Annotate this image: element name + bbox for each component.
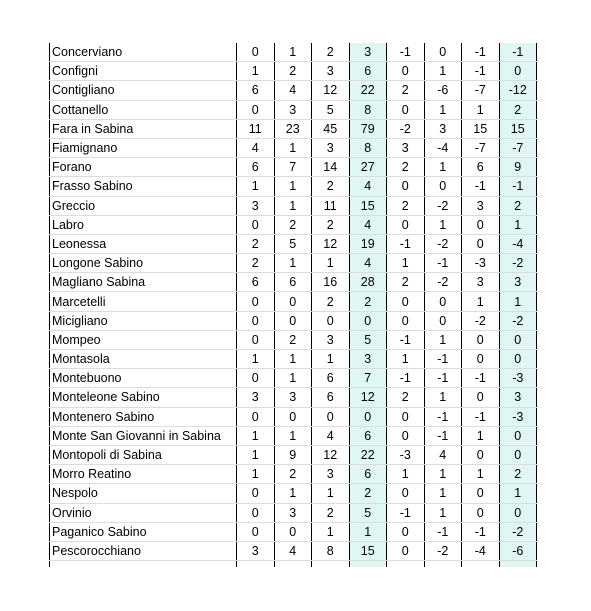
- value-cell[interactable]: 11: [237, 119, 275, 138]
- value-cell[interactable]: 16: [312, 273, 350, 292]
- value-cell[interactable]: -1: [387, 234, 425, 253]
- value-cell[interactable]: 0: [499, 330, 537, 349]
- table-row: [50, 273, 537, 292]
- table-row: [50, 43, 537, 62]
- value-cell[interactable]: 15: [349, 541, 387, 560]
- value-cell[interactable]: 1: [274, 43, 312, 62]
- value-cell[interactable]: 6: [237, 273, 275, 292]
- value-cell[interactable]: -1: [387, 369, 425, 388]
- value-cell[interactable]: 2: [387, 388, 425, 407]
- value-cell[interactable]: -7: [462, 81, 500, 100]
- value-cell[interactable]: 2: [387, 196, 425, 215]
- value-cell[interactable]: 1: [274, 138, 312, 157]
- value-cell[interactable]: -2: [499, 522, 537, 541]
- value-cell[interactable]: 0: [499, 445, 537, 464]
- value-cell[interactable]: 19: [349, 234, 387, 253]
- municipality-cell[interactable]: Labro: [50, 215, 237, 234]
- value-cell[interactable]: -2: [424, 234, 462, 253]
- value-cell[interactable]: 3: [237, 388, 275, 407]
- table-row: [50, 81, 537, 100]
- value-cell[interactable]: 0: [274, 292, 312, 311]
- value-cell[interactable]: 2: [274, 215, 312, 234]
- value-cell[interactable]: 2: [312, 43, 350, 62]
- value-cell[interactable]: -1: [499, 177, 537, 196]
- value-cell[interactable]: 1: [499, 484, 537, 503]
- value-cell[interactable]: 0: [274, 522, 312, 541]
- value-cell[interactable]: 5: [349, 503, 387, 522]
- value-cell[interactable]: 1: [387, 254, 425, 273]
- empty-cell: [274, 561, 312, 568]
- municipality-cell[interactable]: Configni: [50, 62, 237, 81]
- value-cell[interactable]: 0: [387, 484, 425, 503]
- value-cell[interactable]: 1: [424, 215, 462, 234]
- value-cell[interactable]: 0: [349, 311, 387, 330]
- value-cell[interactable]: 0: [499, 426, 537, 445]
- value-cell[interactable]: 6: [312, 369, 350, 388]
- value-cell[interactable]: 2: [387, 158, 425, 177]
- value-cell[interactable]: 7: [274, 158, 312, 177]
- table-row: [50, 100, 537, 119]
- value-cell[interactable]: 6: [237, 158, 275, 177]
- municipality-cell[interactable]: Greccio: [50, 196, 237, 215]
- table-row: [50, 330, 537, 349]
- value-cell[interactable]: 4: [424, 445, 462, 464]
- value-cell[interactable]: 0: [237, 215, 275, 234]
- value-cell[interactable]: 0: [387, 177, 425, 196]
- municipality-cell[interactable]: Montasola: [50, 350, 237, 369]
- value-cell[interactable]: 1: [462, 292, 500, 311]
- value-cell[interactable]: 9: [499, 158, 537, 177]
- value-cell[interactable]: 0: [274, 311, 312, 330]
- value-cell[interactable]: -4: [424, 138, 462, 157]
- value-cell[interactable]: 0: [237, 43, 275, 62]
- table-row: [50, 503, 537, 522]
- value-cell[interactable]: 1: [237, 465, 275, 484]
- municipality-cell[interactable]: Monteleone Sabino: [50, 388, 237, 407]
- value-cell[interactable]: -2: [424, 196, 462, 215]
- table-row: [50, 407, 537, 426]
- value-cell[interactable]: -2: [387, 119, 425, 138]
- value-cell[interactable]: 12: [312, 234, 350, 253]
- value-cell[interactable]: -3: [462, 254, 500, 273]
- value-cell[interactable]: 0: [237, 484, 275, 503]
- value-cell[interactable]: 2: [499, 196, 537, 215]
- value-cell[interactable]: 1: [237, 350, 275, 369]
- value-cell[interactable]: 3: [312, 465, 350, 484]
- value-cell[interactable]: -3: [499, 369, 537, 388]
- value-cell[interactable]: 28: [349, 273, 387, 292]
- value-cell[interactable]: 3: [237, 541, 275, 560]
- value-cell[interactable]: 12: [312, 81, 350, 100]
- value-cell[interactable]: 6: [349, 62, 387, 81]
- value-cell[interactable]: 0: [462, 234, 500, 253]
- value-cell[interactable]: 1: [312, 350, 350, 369]
- value-cell[interactable]: 0: [424, 177, 462, 196]
- municipality-cell[interactable]: Micigliano: [50, 311, 237, 330]
- value-cell[interactable]: 3: [387, 138, 425, 157]
- value-cell[interactable]: 0: [499, 62, 537, 81]
- table-row: [50, 215, 537, 234]
- table-row: [50, 158, 537, 177]
- value-cell[interactable]: 15: [462, 119, 500, 138]
- value-cell[interactable]: 11: [312, 196, 350, 215]
- value-cell[interactable]: 3: [499, 273, 537, 292]
- table-row: [50, 369, 537, 388]
- value-cell[interactable]: 3: [274, 503, 312, 522]
- table-row: [50, 484, 537, 503]
- value-cell[interactable]: 0: [462, 445, 500, 464]
- empty-cell: [312, 561, 350, 568]
- value-cell[interactable]: 7: [349, 369, 387, 388]
- value-cell[interactable]: 1: [424, 100, 462, 119]
- value-cell[interactable]: -1: [462, 369, 500, 388]
- value-cell[interactable]: 1: [237, 445, 275, 464]
- value-cell[interactable]: 0: [462, 215, 500, 234]
- value-cell[interactable]: 27: [349, 158, 387, 177]
- value-cell[interactable]: 1: [462, 100, 500, 119]
- empty-cell: [424, 561, 462, 568]
- municipality-cell[interactable]: Morro Reatino: [50, 465, 237, 484]
- data-table: [49, 43, 537, 567]
- value-cell[interactable]: 6: [349, 426, 387, 445]
- value-cell[interactable]: 5: [349, 330, 387, 349]
- municipality-cell[interactable]: Nespolo: [50, 484, 237, 503]
- value-cell[interactable]: 3: [462, 273, 500, 292]
- value-cell[interactable]: 3: [462, 196, 500, 215]
- value-cell[interactable]: 0: [387, 311, 425, 330]
- value-cell[interactable]: 1: [274, 254, 312, 273]
- value-cell[interactable]: 1: [312, 484, 350, 503]
- value-cell[interactable]: 79: [349, 119, 387, 138]
- value-cell[interactable]: 3: [424, 119, 462, 138]
- value-cell[interactable]: 1: [349, 522, 387, 541]
- value-cell[interactable]: 23: [274, 119, 312, 138]
- empty-cell: [237, 561, 275, 568]
- value-cell[interactable]: 1: [387, 465, 425, 484]
- value-cell[interactable]: 4: [274, 81, 312, 100]
- value-cell[interactable]: 1: [237, 177, 275, 196]
- value-cell[interactable]: 3: [312, 138, 350, 157]
- value-cell[interactable]: 0: [424, 311, 462, 330]
- table-row: [50, 254, 537, 273]
- value-cell[interactable]: 9: [274, 445, 312, 464]
- value-cell[interactable]: 3: [499, 388, 537, 407]
- municipality-cell[interactable]: Orvinio: [50, 503, 237, 522]
- value-cell[interactable]: -1: [462, 522, 500, 541]
- value-cell[interactable]: -1: [424, 522, 462, 541]
- value-cell[interactable]: -1: [424, 426, 462, 445]
- value-cell[interactable]: -7: [462, 138, 500, 157]
- empty-cell: [349, 561, 387, 568]
- value-cell[interactable]: -2: [424, 541, 462, 560]
- value-cell[interactable]: 0: [387, 62, 425, 81]
- value-cell[interactable]: -1: [387, 43, 425, 62]
- table-row: [50, 350, 537, 369]
- value-cell[interactable]: 4: [274, 541, 312, 560]
- value-cell[interactable]: 2: [312, 177, 350, 196]
- value-cell[interactable]: 1: [237, 62, 275, 81]
- value-cell[interactable]: 1: [274, 350, 312, 369]
- municipality-cell[interactable]: Frasso Sabino: [50, 177, 237, 196]
- value-cell[interactable]: -7: [499, 138, 537, 157]
- table-row: [50, 177, 537, 196]
- municipality-cell[interactable]: Paganico Sabino: [50, 522, 237, 541]
- value-cell[interactable]: 2: [274, 330, 312, 349]
- value-cell[interactable]: 3: [312, 62, 350, 81]
- value-cell[interactable]: 0: [462, 388, 500, 407]
- municipality-cell[interactable]: Montenero Sabino: [50, 407, 237, 426]
- value-cell[interactable]: 3: [274, 100, 312, 119]
- value-cell[interactable]: 2: [312, 215, 350, 234]
- value-cell[interactable]: 1: [274, 369, 312, 388]
- value-cell[interactable]: 15: [499, 119, 537, 138]
- value-cell[interactable]: -6: [499, 541, 537, 560]
- table-row: [50, 234, 537, 253]
- table-row: [50, 138, 537, 157]
- value-cell[interactable]: 4: [349, 215, 387, 234]
- value-cell[interactable]: 2: [312, 292, 350, 311]
- value-cell[interactable]: 0: [274, 407, 312, 426]
- value-cell[interactable]: 4: [237, 138, 275, 157]
- value-cell[interactable]: 1: [274, 196, 312, 215]
- value-cell[interactable]: -2: [462, 311, 500, 330]
- value-cell[interactable]: -1: [499, 43, 537, 62]
- value-cell[interactable]: 2: [387, 81, 425, 100]
- value-cell[interactable]: -1: [424, 350, 462, 369]
- value-cell[interactable]: 0: [387, 426, 425, 445]
- value-cell[interactable]: -1: [462, 407, 500, 426]
- table-row-cut: [50, 561, 537, 568]
- value-cell[interactable]: 22: [349, 445, 387, 464]
- value-cell[interactable]: -1: [387, 503, 425, 522]
- table-row: [50, 388, 537, 407]
- value-cell[interactable]: 1: [462, 426, 500, 445]
- value-cell[interactable]: 0: [499, 350, 537, 369]
- value-cell[interactable]: 0: [387, 100, 425, 119]
- value-cell[interactable]: 0: [462, 330, 500, 349]
- table-body: [50, 43, 537, 567]
- value-cell[interactable]: 0: [237, 311, 275, 330]
- municipality-cell[interactable]: Cottanello: [50, 100, 237, 119]
- municipality-cell[interactable]: Montebuono: [50, 369, 237, 388]
- municipality-cell[interactable]: Magliano Sabina: [50, 273, 237, 292]
- value-cell[interactable]: 1: [424, 465, 462, 484]
- value-cell[interactable]: 14: [312, 158, 350, 177]
- value-cell[interactable]: 0: [237, 330, 275, 349]
- value-cell[interactable]: 1: [274, 177, 312, 196]
- value-cell[interactable]: 1: [424, 330, 462, 349]
- spreadsheet-table: [49, 43, 537, 567]
- value-cell[interactable]: 3: [349, 350, 387, 369]
- value-cell[interactable]: 1: [312, 254, 350, 273]
- value-cell[interactable]: 2: [349, 292, 387, 311]
- table-row: [50, 119, 537, 138]
- value-cell[interactable]: -1: [387, 330, 425, 349]
- value-cell[interactable]: 1: [387, 350, 425, 369]
- value-cell[interactable]: 12: [349, 388, 387, 407]
- value-cell[interactable]: 0: [237, 292, 275, 311]
- empty-cell: [462, 561, 500, 568]
- value-cell[interactable]: 0: [237, 503, 275, 522]
- value-cell[interactable]: 6: [237, 81, 275, 100]
- value-cell[interactable]: 2: [274, 62, 312, 81]
- municipality-cell[interactable]: Marcetelli: [50, 292, 237, 311]
- value-cell[interactable]: 5: [274, 234, 312, 253]
- table-row: [50, 426, 537, 445]
- value-cell[interactable]: 2: [499, 100, 537, 119]
- value-cell[interactable]: 0: [462, 484, 500, 503]
- value-cell[interactable]: 0: [349, 407, 387, 426]
- table-row: [50, 445, 537, 464]
- table-row: [50, 196, 537, 215]
- value-cell[interactable]: 0: [237, 100, 275, 119]
- value-cell[interactable]: -1: [462, 177, 500, 196]
- value-cell[interactable]: 0: [499, 503, 537, 522]
- value-cell[interactable]: 6: [312, 388, 350, 407]
- municipality-cell[interactable]: Forano: [50, 158, 237, 177]
- value-cell[interactable]: 1: [424, 388, 462, 407]
- table-row: [50, 522, 537, 541]
- value-cell[interactable]: 0: [237, 369, 275, 388]
- value-cell[interactable]: 2: [274, 465, 312, 484]
- value-cell[interactable]: 1: [499, 215, 537, 234]
- value-cell[interactable]: -1: [424, 369, 462, 388]
- value-cell[interactable]: -2: [499, 311, 537, 330]
- value-cell[interactable]: 8: [349, 138, 387, 157]
- value-cell[interactable]: -1: [424, 407, 462, 426]
- value-cell[interactable]: 0: [424, 292, 462, 311]
- value-cell[interactable]: -2: [499, 254, 537, 273]
- value-cell[interactable]: 0: [462, 503, 500, 522]
- value-cell[interactable]: 2: [312, 503, 350, 522]
- value-cell[interactable]: 5: [312, 100, 350, 119]
- value-cell[interactable]: 0: [424, 43, 462, 62]
- value-cell[interactable]: 1: [424, 158, 462, 177]
- value-cell[interactable]: 1: [424, 503, 462, 522]
- value-cell[interactable]: 12: [312, 445, 350, 464]
- value-cell[interactable]: -4: [462, 541, 500, 560]
- value-cell[interactable]: 45: [312, 119, 350, 138]
- value-cell[interactable]: -1: [462, 62, 500, 81]
- municipality-cell[interactable]: Leonessa: [50, 234, 237, 253]
- value-cell[interactable]: 1: [499, 292, 537, 311]
- value-cell[interactable]: 8: [349, 100, 387, 119]
- value-cell[interactable]: -3: [387, 445, 425, 464]
- value-cell[interactable]: 8: [312, 541, 350, 560]
- value-cell[interactable]: 1: [462, 465, 500, 484]
- value-cell[interactable]: 1: [424, 62, 462, 81]
- value-cell[interactable]: -2: [424, 273, 462, 292]
- empty-cell: [387, 561, 425, 568]
- value-cell[interactable]: -12: [499, 81, 537, 100]
- municipality-cell[interactable]: Pescorocchiano: [50, 541, 237, 560]
- value-cell[interactable]: 0: [312, 311, 350, 330]
- municipality-cell[interactable]: Montopoli di Sabina: [50, 445, 237, 464]
- value-cell[interactable]: 3: [349, 43, 387, 62]
- value-cell[interactable]: -1: [462, 43, 500, 62]
- value-cell[interactable]: 3: [312, 330, 350, 349]
- value-cell[interactable]: 2: [387, 273, 425, 292]
- municipality-cell[interactable]: Longone Sabino: [50, 254, 237, 273]
- value-cell[interactable]: 0: [237, 407, 275, 426]
- table-row: [50, 465, 537, 484]
- table-row: [50, 62, 537, 81]
- value-cell[interactable]: 4: [349, 254, 387, 273]
- value-cell[interactable]: 0: [312, 407, 350, 426]
- value-cell[interactable]: 6: [462, 158, 500, 177]
- value-cell[interactable]: 4: [349, 177, 387, 196]
- value-cell[interactable]: 3: [237, 196, 275, 215]
- municipality-cell[interactable]: Concerviano: [50, 43, 237, 62]
- value-cell[interactable]: -6: [424, 81, 462, 100]
- value-cell[interactable]: 0: [387, 522, 425, 541]
- value-cell[interactable]: 4: [312, 426, 350, 445]
- table-row: [50, 292, 537, 311]
- value-cell[interactable]: 2: [349, 484, 387, 503]
- value-cell[interactable]: 0: [387, 292, 425, 311]
- value-cell[interactable]: 2: [237, 234, 275, 253]
- empty-cell: [499, 561, 537, 568]
- value-cell[interactable]: 0: [237, 522, 275, 541]
- value-cell[interactable]: -1: [424, 254, 462, 273]
- municipality-cell[interactable]: Monte San Giovanni in Sabina: [50, 426, 237, 445]
- municipality-cell[interactable]: Contigliano: [50, 81, 237, 100]
- value-cell[interactable]: 15: [349, 196, 387, 215]
- value-cell[interactable]: 1: [312, 522, 350, 541]
- value-cell[interactable]: 22: [349, 81, 387, 100]
- value-cell[interactable]: 1: [237, 426, 275, 445]
- value-cell[interactable]: 2: [237, 254, 275, 273]
- value-cell[interactable]: -4: [499, 234, 537, 253]
- value-cell[interactable]: 0: [387, 407, 425, 426]
- value-cell[interactable]: 2: [499, 465, 537, 484]
- value-cell[interactable]: 6: [349, 465, 387, 484]
- value-cell[interactable]: 1: [274, 426, 312, 445]
- value-cell[interactable]: 0: [462, 350, 500, 369]
- table-row: [50, 541, 537, 560]
- table-row: [50, 311, 537, 330]
- value-cell[interactable]: -3: [499, 407, 537, 426]
- empty-cell: [50, 561, 237, 568]
- value-cell[interactable]: 1: [424, 484, 462, 503]
- municipality-cell[interactable]: Fara in Sabina: [50, 119, 237, 138]
- value-cell[interactable]: 6: [274, 273, 312, 292]
- value-cell[interactable]: 0: [387, 541, 425, 560]
- municipality-cell[interactable]: Fiamignano: [50, 138, 237, 157]
- value-cell[interactable]: 0: [387, 215, 425, 234]
- municipality-cell[interactable]: Mompeo: [50, 330, 237, 349]
- value-cell[interactable]: 1: [274, 484, 312, 503]
- value-cell[interactable]: 3: [274, 388, 312, 407]
